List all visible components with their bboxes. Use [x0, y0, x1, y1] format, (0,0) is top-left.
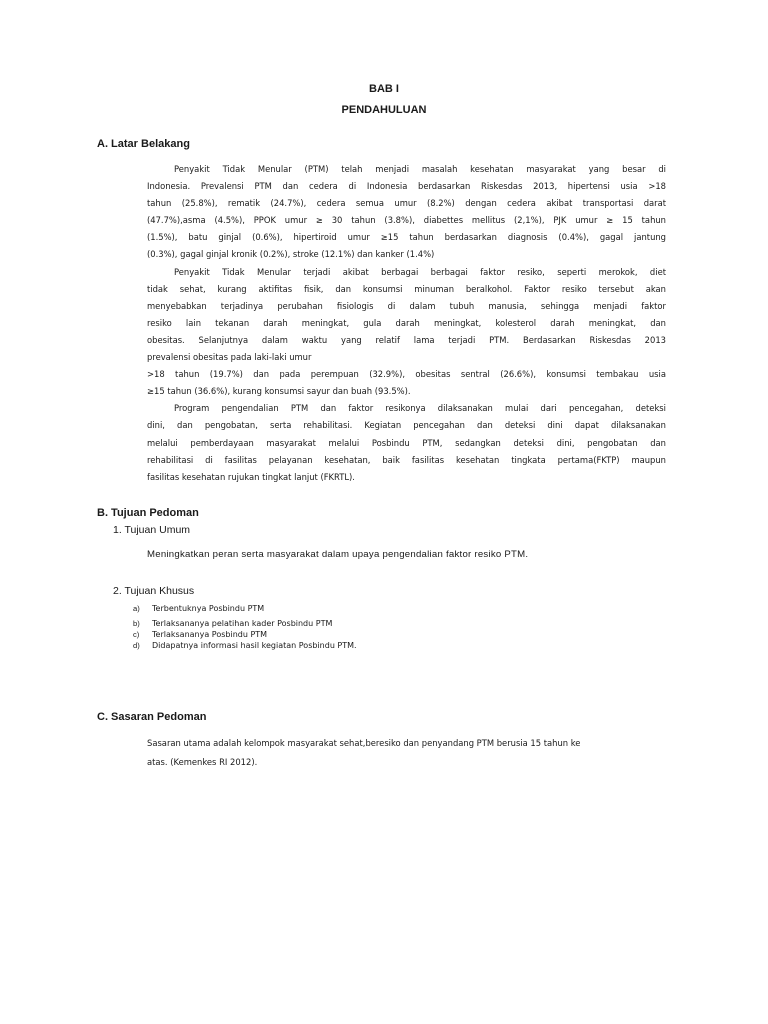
body-line: >18 tahun (19.7%) dan pada perempuan (32.9%), obesitas sentral (26.6%), konsumsi tembakau usia — [147, 369, 666, 380]
list-item — [133, 640, 357, 651]
section-a-body — [147, 161, 666, 486]
body-line: Penyakit Tidak Menular terjadi akibat berbagai berbagai faktor resiko, seperti merokok, diet — [174, 266, 666, 277]
body-line: Indonesia. Prevalensi PTM dan cedera di Indonesia berdasarkan Riskesdas 2013, hipertensi usia >18 — [147, 181, 666, 192]
body-line: Sasaran utama adalah kelompok masyarakat sehat,beresiko dan penyandang PTM berusia 15 tahun ke — [147, 738, 581, 748]
body-line: fasilitas kesehatan rujukan tingkat lanjut (FKRTL). — [147, 471, 355, 482]
tujuan-umum-heading: 1. Tujuan Umum — [113, 524, 191, 536]
body-line: rehabilitasi di fasilitas pelayanan kesehatan, baik fasilitas kesehatan tingkata pertama(FKTP) maupun — [147, 454, 666, 465]
list-item-text: Terlaksananya Posbindu PTM — [152, 630, 268, 639]
body-line: dini, dan pengobatan, serta rehabilitasi. Kegiatan pencegahan dan deteksi dini dapat dilaksanakan — [147, 420, 666, 431]
tujuan-khusus-heading: 2. Tujuan Khusus — [113, 585, 195, 597]
body-line: tahun (25.8%), rematik (24.7%), cedera semua umur (8.2%) dengan cedera akibat transportasi darat — [147, 198, 666, 209]
body-line: melalui pemberdayaan masyarakat melalui Posbindu PTM, sedangkan deteksi dini, pengobatan dan — [147, 437, 666, 448]
list-item — [133, 603, 357, 618]
body-line: Penyakit Tidak Menular (PTM) telah menjadi masalah kesehatan masyarakat yang besar di — [174, 164, 666, 174]
list-item-text: Didapatnya informasi hasil kegiatan Posbindu PTM. — [152, 641, 357, 650]
section-c-heading: C. Sasaran Pedoman — [97, 711, 207, 723]
list-item — [133, 618, 357, 629]
section-c-body — [147, 734, 647, 772]
body-line: menyebabkan terjadinya perubahan fisiologis di dalam tubuh manusia, sehingga menjadi faktor — [147, 300, 666, 311]
chapter-number: BAB I — [369, 83, 399, 95]
body-line: obesitas. Selanjutnya dalam waktu yang relatif lama terjadi PTM. Berdasarkan Riskesdas 2013 — [147, 334, 666, 345]
section-b-heading: B. Tujuan Pedoman — [97, 507, 199, 519]
list-item — [133, 629, 357, 640]
tujuan-umum-text: Meningkatkan peran serta masyarakat dalam upaya pengendalian faktor resiko PTM. — [147, 549, 529, 560]
body-line: (47.7%),asma (4.5%), PPOK umur ≥ 30 tahun (3.8%), diabettes mellitus (2,1%), PJK umur ≥ 15 tahun — [147, 215, 666, 226]
list-marker: c) — [133, 630, 140, 639]
body-line: Program pengendalian PTM dan faktor resikonya dilaksanakan mulai dari pencegahan, deteksi — [174, 403, 666, 414]
body-line: (1.5%), batu ginjal (0.6%), hipertiroid umur ≥15 tahun berdasarkan diagnosis (0.4%), gagal jantung — [147, 232, 666, 243]
list-item-text: Terbentuknya Posbindu PTM — [152, 604, 265, 613]
list-item-text: Terlaksananya pelatihan kader Posbindu PTM — [152, 619, 333, 628]
body-line: atas. (Kemenkes RI 2012). — [147, 757, 258, 767]
tujuan-khusus-list — [133, 603, 357, 651]
list-marker: d) — [133, 641, 140, 650]
body-line: resiko lain tekanan darah meningkat, gula darah meningkat, kolesterol darah meningkat, dan — [147, 317, 666, 328]
list-marker: a) — [133, 604, 140, 613]
body-line: prevalensi obesitas pada laki-laki umur — [147, 352, 312, 363]
chapter-title: PENDAHULUAN — [341, 104, 427, 116]
list-marker: b) — [133, 619, 140, 628]
body-line: (0.3%), gagal ginjal kronik (0.2%), stroke (12.1%) dan kanker (1.4%) — [147, 249, 435, 260]
body-line: ≥15 tahun (36.6%), kurang konsumsi sayur dan buah (93.5%). — [147, 386, 411, 397]
section-a-heading: A. Latar Belakang — [97, 138, 190, 150]
body-line: tidak sehat, kurang aktifitas fisik, dan konsumsi minuman beralkohol. Faktor resiko tersebut akan — [147, 283, 666, 294]
